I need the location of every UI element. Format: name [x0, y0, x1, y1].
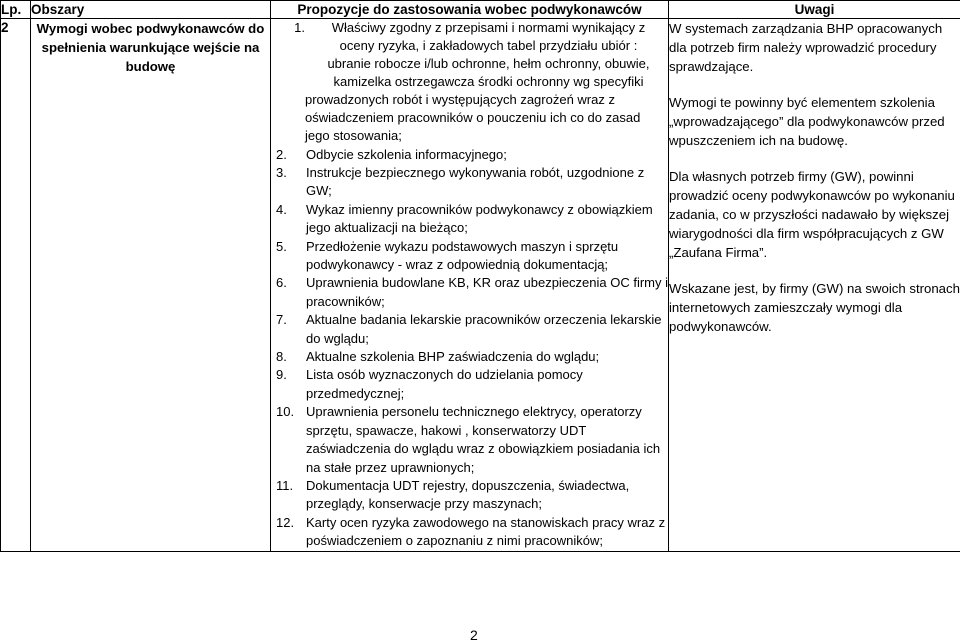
intro-line: ubranie robocze i/lub ochronne, hełm ochronny, obuwie,	[327, 56, 649, 71]
remark-paragraph: Wskazane jest, by firmy (GW) na swoich stronach internetowych zamieszczały wymogi dla podwykonawców.	[669, 279, 960, 336]
remark-paragraph: Dla własnych potrzeb firmy (GW), powinni prowadzić oceny podwykonawców po wykonaniu zadania, co w przyszłości nadawało by większej wiarygodności dla firm współpracujących z GW „Zaufana Firma”.	[669, 167, 960, 262]
item-number: 9.	[271, 366, 306, 403]
table-row	[1, 19, 960, 552]
continuation-line: oświadczeniem pracowników o pouczeniu ich co do zasad	[305, 110, 640, 125]
item-number: 10.	[271, 403, 306, 477]
remarks-cell	[669, 19, 960, 552]
proposal-item	[271, 348, 668, 366]
item-text: Dokumentacja UDT rejestry, dopuszczenia, świadectwa, przeglądy, konserwacje przy maszynach;	[306, 477, 668, 514]
proposal-item	[271, 311, 668, 348]
continuation-line: jego stosowania;	[305, 128, 402, 143]
proposal-item	[271, 146, 668, 164]
item-number: 11.	[271, 477, 306, 514]
proposal-item	[271, 274, 668, 311]
header-row	[1, 1, 960, 19]
proposal-item	[271, 477, 668, 514]
proposal-item	[271, 403, 668, 477]
proposal-item-1	[271, 19, 668, 91]
item-text: Instrukcje bezpiecznego wykonywania robót, uzgodnione z GW;	[306, 164, 668, 201]
item-number: 1.	[271, 19, 309, 91]
item-number: 4.	[271, 201, 306, 238]
item-text: Wykaz imienny pracowników podwykonawcy z obowiązkiem jego aktualizacji na bieżąco;	[306, 201, 668, 238]
item-text: Uprawnienia personelu technicznego elektrycy, operatorzy sprzętu, spawacze, hakowi , konserwatorzy UDT zaświadczenia do wglądu wraz z obowiązkiem posiadania ich na stałe przez uprawnionych;	[306, 403, 668, 477]
item-1-intro	[309, 19, 668, 91]
remark-paragraph: W systemach zarządzania BHP opracowanych dla potrzeb firm należy wprowadzić procedury sprawdzające.	[669, 19, 960, 76]
header-propozycje: Propozycje do zastosowania wobec podwykonawców	[271, 1, 669, 19]
intro-line: Właściwy zgodny z przepisami i normami wynikający z	[332, 20, 646, 35]
item-text: Przedłożenie wykazu podstawowych maszyn i sprzętu podwykonawcy - wraz z odpowiednią dokumentacją;	[306, 238, 668, 275]
item-text: Aktualne szkolenia BHP zaświadczenia do wglądu;	[306, 348, 668, 366]
continuation-line: prowadzonych robót i występujących zagrożeń wraz z	[305, 92, 615, 107]
item-number: 5.	[271, 238, 306, 275]
proposal-item	[271, 514, 668, 551]
proposal-item	[271, 201, 668, 238]
item-number: 6.	[271, 274, 306, 311]
proposals-cell	[271, 19, 669, 552]
page-number: 2	[470, 627, 478, 643]
header-obszary: Obszary	[31, 1, 271, 19]
item-text: Aktualne badania lekarskie pracowników orzeczenia lekarskie do wglądu;	[306, 311, 668, 348]
item-text: Uprawnienia budowlane KB, KR oraz ubezpieczenia OC firmy i pracowników;	[306, 274, 668, 311]
item-number: 12.	[271, 514, 306, 551]
intro-line: kamizelka ostrzegawcza środki ochronny wg specyfiki	[334, 74, 644, 89]
area-cell: Wymogi wobec podwykonawców do spełnienia warunkujące wejście na budowę	[31, 19, 271, 552]
item-number: 3.	[271, 164, 306, 201]
proposal-item	[271, 366, 668, 403]
item-1-continuation	[271, 91, 668, 146]
item-number: 2.	[271, 146, 306, 164]
item-number: 8.	[271, 348, 306, 366]
header-lp: Lp.	[1, 1, 31, 19]
item-text: Lista osób wyznaczonych do udzielania pomocy przedmedycznej;	[306, 366, 668, 403]
item-text: Karty ocen ryzyka zawodowego na stanowiskach pracy wraz z poświadczeniem o zapoznaniu z nimi pracowników;	[306, 514, 668, 551]
proposal-item	[271, 238, 668, 275]
item-text: Odbycie szkolenia informacyjnego;	[306, 146, 668, 164]
proposal-list	[271, 146, 668, 551]
header-uwagi: Uwagi	[669, 1, 960, 19]
row-number: 2	[1, 19, 31, 552]
intro-line: oceny ryzyka, i zakładowych tabel przydziału ubiór :	[340, 38, 638, 53]
remark-paragraph: Wymogi te powinny być elementem szkolenia „wprowadzającego” dla podwykonawców przed wpuszczeniem ich na budowę.	[669, 93, 960, 150]
proposal-item	[271, 164, 668, 201]
item-number: 7.	[271, 311, 306, 348]
